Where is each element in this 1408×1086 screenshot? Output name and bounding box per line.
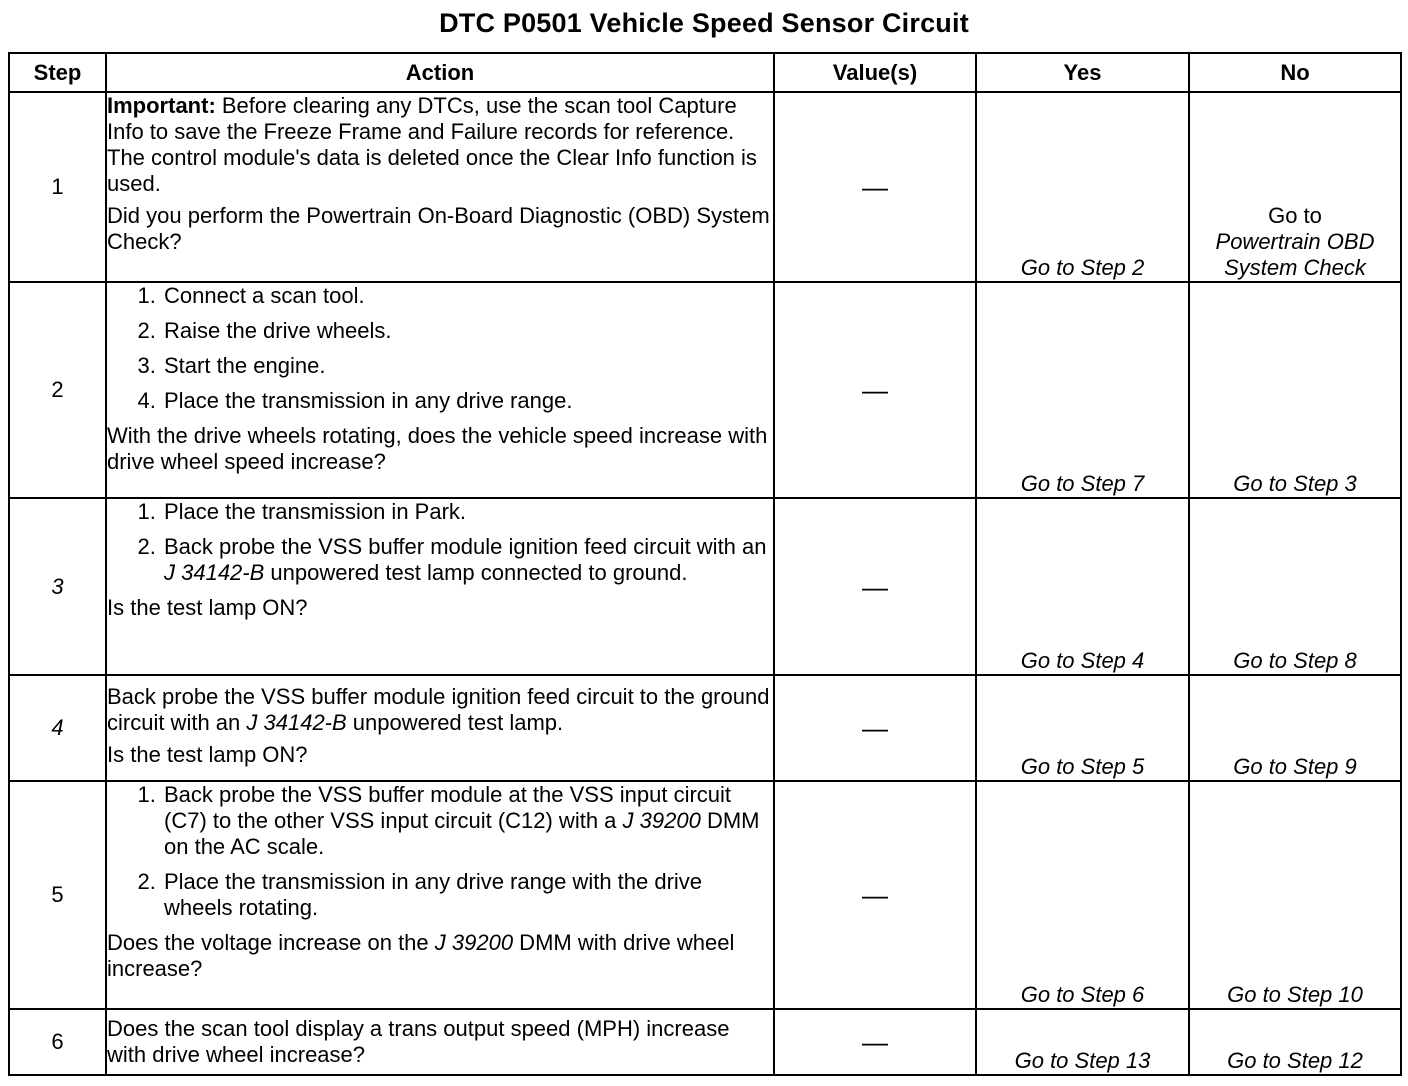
step-number: 2 xyxy=(9,282,106,498)
table-row xyxy=(9,92,1401,282)
header-row xyxy=(9,53,1401,92)
action-step-item: 4. Place the transmission in any drive range. xyxy=(162,388,773,414)
tool-number: J 34142-B xyxy=(164,560,265,585)
value-cell: — xyxy=(774,92,976,282)
action-step-item xyxy=(162,534,773,586)
action-text: Back probe the VSS buffer module ignition feed circuit with an xyxy=(164,534,767,559)
action-question xyxy=(107,930,773,982)
table-row xyxy=(9,498,1401,675)
important-label: Important: xyxy=(107,93,216,118)
no-link-text: Powertrain OBD System Check xyxy=(1215,229,1375,280)
table-row xyxy=(9,675,1401,781)
action-question: Did you perform the Powertrain On-Board Diagnostic (OBD) System Check? xyxy=(107,203,770,254)
action-text: DMM on the AC scale. xyxy=(164,808,760,859)
header-action: Action xyxy=(106,53,774,92)
value-cell: — xyxy=(774,498,976,675)
action-cell xyxy=(106,781,774,1009)
header-yes: Yes xyxy=(976,53,1189,92)
action-question: Does the scan tool display a trans output speed (MPH) increase with drive wheel increase? xyxy=(107,1016,730,1067)
no-cell: Go to Step 10 xyxy=(1189,781,1401,1009)
tool-number: J 39200 xyxy=(434,930,514,955)
step-number: 5 xyxy=(9,781,106,1009)
step-number: 4 xyxy=(9,675,106,781)
tool-number: J 39200 xyxy=(622,808,701,833)
action-cell xyxy=(106,498,774,675)
yes-cell: Go to Step 13 xyxy=(976,1009,1189,1075)
action-text: Back probe the VSS buffer module at the VSS input circuit (C7) to the other VSS input circuit (C12) with a xyxy=(164,782,732,833)
yes-cell: Go to Step 7 xyxy=(976,282,1189,498)
action-steps xyxy=(107,283,773,414)
action-text-part: Back probe the VSS buffer module ignition feed circuit to the ground circuit with an xyxy=(107,684,770,735)
table-row xyxy=(9,781,1401,1009)
action-step-item: 2. Raise the drive wheels. xyxy=(162,318,773,344)
value-cell: — xyxy=(774,282,976,498)
action-text: unpowered test lamp connected to ground. xyxy=(264,560,688,585)
action-cell xyxy=(106,92,774,282)
action-cell xyxy=(106,282,774,498)
value-cell: — xyxy=(774,781,976,1009)
action-text: DMM with drive wheel increase? xyxy=(107,930,735,981)
action-cell xyxy=(106,675,774,781)
step-number: 1 xyxy=(9,92,106,282)
no-cell: Go to Step 9 xyxy=(1189,675,1401,781)
yes-cell: Go to Step 5 xyxy=(976,675,1189,781)
action-question: Is the test lamp ON? xyxy=(107,595,308,620)
no-cell xyxy=(1189,92,1401,282)
page-title: DTC P0501 Vehicle Speed Sensor Circuit xyxy=(439,8,969,38)
action-step-item: 1. Connect a scan tool. xyxy=(162,283,773,309)
no-cell: Go to Step 8 xyxy=(1189,498,1401,675)
action-step-item: 2. Place the transmission in any drive range with the drive wheels rotating. xyxy=(162,869,773,921)
no-prefix: Go to xyxy=(1268,203,1322,228)
header-values: Value(s) xyxy=(774,53,976,92)
yes-cell: Go to Step 6 xyxy=(976,781,1189,1009)
action-text-part: unpowered test lamp. xyxy=(346,710,564,735)
yes-cell: Go to Step 2 xyxy=(976,92,1189,282)
value-cell: — xyxy=(774,675,976,781)
action-step-item: 3. Start the engine. xyxy=(162,353,773,379)
step-number: 3 xyxy=(9,498,106,675)
action-cell xyxy=(106,1009,774,1075)
no-cell: Go to Step 3 xyxy=(1189,282,1401,498)
important-note xyxy=(107,93,773,197)
table-row xyxy=(9,1009,1401,1075)
action-step-item: 1. Place the transmission in Park. xyxy=(162,499,773,525)
important-text: Before clearing any DTCs, use the scan tool Capture Info to save the Freeze Frame and Failure records for reference. The control module's data is deleted once the Clear Info function is used. xyxy=(107,93,757,196)
yes-cell: Go to Step 4 xyxy=(976,498,1189,675)
tool-number: J 34142-B xyxy=(246,710,347,735)
diagnostic-table xyxy=(8,52,1402,1076)
header-no: No xyxy=(1189,53,1401,92)
action-steps xyxy=(107,499,773,586)
no-cell: Go to Step 12 xyxy=(1189,1009,1401,1075)
action-text xyxy=(107,684,773,736)
action-question: With the drive wheels rotating, does the vehicle speed increase with drive wheel speed increase? xyxy=(107,423,768,474)
table-row xyxy=(9,282,1401,498)
value-cell: — xyxy=(774,1009,976,1075)
action-text: Does the voltage increase on the xyxy=(107,930,435,955)
action-question: Is the test lamp ON? xyxy=(107,742,308,767)
header-step: Step xyxy=(9,53,106,92)
action-steps xyxy=(107,782,773,921)
step-number: 6 xyxy=(9,1009,106,1075)
action-step-item xyxy=(162,782,773,860)
